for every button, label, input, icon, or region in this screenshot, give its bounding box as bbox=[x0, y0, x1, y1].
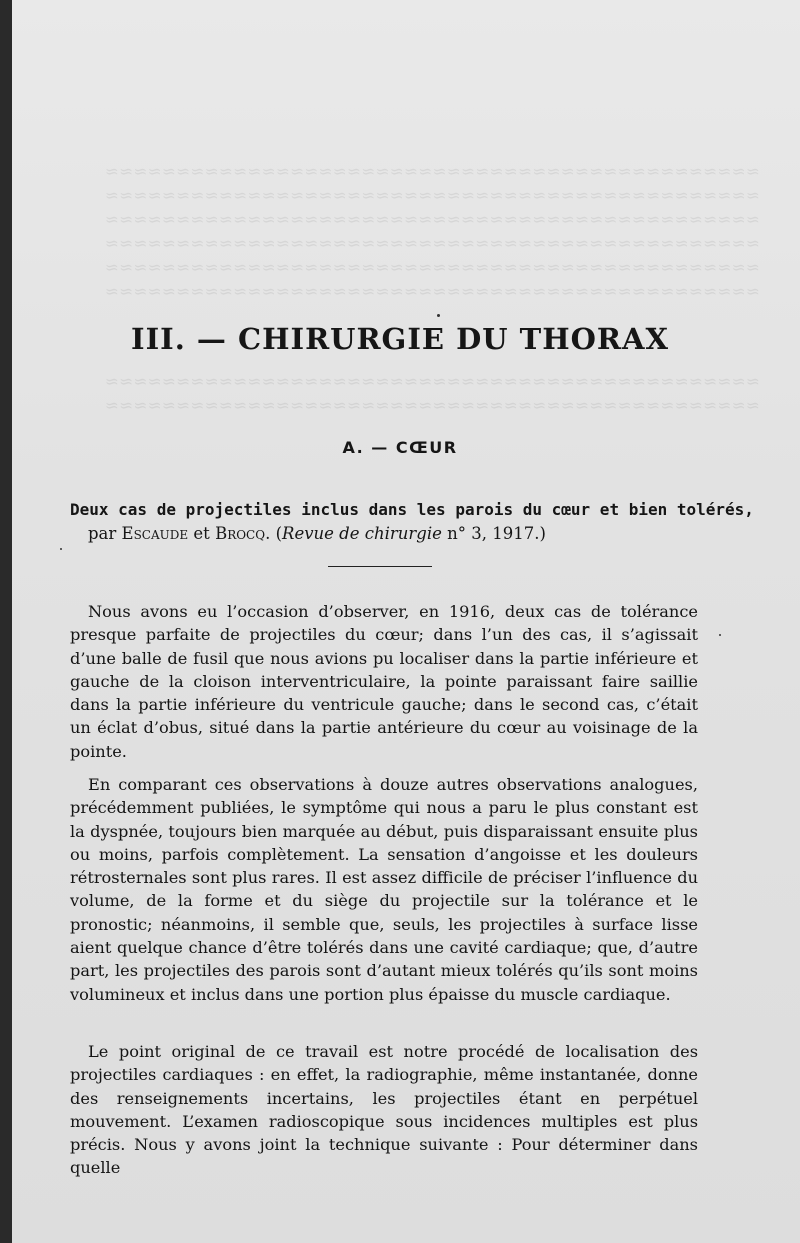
body-paragraph: En comparant ces observations à douze autres observations analogues, précédemment publiées, le symptôme qui nous a paru le plus constant est la dyspnée, toujours bien marquée au début, puis disparaissant ensuite plus ou moins, parfois complètement. La sensation d’angoisse et les douleurs rétrosternales sont plus rares. Il est assez difficile de préciser l’influence du volume, de la forme et du siège du projectile sur la tolérance et le pronostic; néanmoins, il semble que, seuls, les projectiles à surface lisse aient quelque chance d’être tolérés dans une cavité cardiaque; que, d’autre part, les projectiles des parois sont d’autant mieux tolérés qu’ils sont moins volumineux et inclus dans une portion plus épaisse du muscle cardiaque. bbox=[70, 775, 698, 1004]
author-name: Brocq. bbox=[215, 524, 271, 543]
body-paragraph: Le point original de ce travail est notre procédé de localisation des projectiles cardiaques : en effet, la radiographie, même instantanée, donne des renseignements incertains, les projectiles étant en perpétuel mouvement. L’examen radioscopique sous incidences multiples est plus précis. Nous y avons joint la technique suivante : Pour déterminer dans quelle bbox=[70, 1042, 698, 1178]
bleed-through: ≈≈≈≈≈≈≈≈≈≈≈≈≈≈≈≈≈≈≈≈≈≈≈≈≈≈≈≈≈≈≈≈≈≈≈≈≈≈≈≈≈≈≈≈≈≈ bbox=[104, 210, 760, 230]
scan-edge bbox=[0, 0, 12, 1243]
body-paragraph: Nous avons eu l’occasion d’observer, en 1916, deux cas de tolérance presque parfaite de projectiles du cœur; dans l’un des cas, il s’agissait d’une balle de fusil que nous avions pu localiser dans la partie inférieure et gauche de la cloison interventriculaire, la pointe paraissant faire saillie dans la partie inférieure du ventricule gauche; dans le second cas, c’était un éclat d’obus, situé dans la partie antérieure du cœur au voisinage de la pointe. bbox=[70, 602, 698, 761]
journal-name: Revue de chirurgie bbox=[282, 524, 442, 543]
author-name: Escaude bbox=[121, 524, 189, 543]
article-citation bbox=[88, 522, 708, 546]
bleed-through: ≈≈≈≈≈≈≈≈≈≈≈≈≈≈≈≈≈≈≈≈≈≈≈≈≈≈≈≈≈≈≈≈≈≈≈≈≈≈≈≈≈≈≈≈≈≈ bbox=[104, 162, 760, 182]
bleed-through: ≈≈≈≈≈≈≈≈≈≈≈≈≈≈≈≈≈≈≈≈≈≈≈≈≈≈≈≈≈≈≈≈≈≈≈≈≈≈≈≈≈≈≈≈≈≈ bbox=[104, 234, 760, 254]
journal-open-paren: ( bbox=[275, 524, 283, 543]
ink-speck bbox=[719, 634, 721, 636]
bleed-through: ≈≈≈≈≈≈≈≈≈≈≈≈≈≈≈≈≈≈≈≈≈≈≈≈≈≈≈≈≈≈≈≈≈≈≈≈≈≈≈≈≈≈≈≈≈≈ bbox=[104, 372, 760, 392]
citation-conjunction: et bbox=[193, 524, 210, 543]
ink-speck bbox=[437, 314, 440, 317]
subsection-title: A. — CŒUR bbox=[342, 438, 458, 457]
journal-issue: n° 3, 1917.) bbox=[447, 524, 546, 543]
bleed-through: ≈≈≈≈≈≈≈≈≈≈≈≈≈≈≈≈≈≈≈≈≈≈≈≈≈≈≈≈≈≈≈≈≈≈≈≈≈≈≈≈≈≈≈≈≈≈ bbox=[104, 258, 760, 278]
ink-speck bbox=[60, 548, 62, 550]
bleed-through: ≈≈≈≈≈≈≈≈≈≈≈≈≈≈≈≈≈≈≈≈≈≈≈≈≈≈≈≈≈≈≈≈≈≈≈≈≈≈≈≈≈≈≈≈≈≈ bbox=[104, 186, 760, 206]
bleed-through: ≈≈≈≈≈≈≈≈≈≈≈≈≈≈≈≈≈≈≈≈≈≈≈≈≈≈≈≈≈≈≈≈≈≈≈≈≈≈≈≈≈≈≈≈≈≈ bbox=[104, 282, 760, 302]
citation-prefix: par bbox=[88, 524, 117, 543]
article-title: Deux cas de projectiles inclus dans les parois du cœur et bien tolérés, bbox=[70, 500, 754, 519]
bleed-through: ≈≈≈≈≈≈≈≈≈≈≈≈≈≈≈≈≈≈≈≈≈≈≈≈≈≈≈≈≈≈≈≈≈≈≈≈≈≈≈≈≈≈≈≈≈≈ bbox=[104, 396, 760, 416]
section-title: III. — CHIRURGIE DU THORAX bbox=[131, 322, 669, 356]
separator-rule bbox=[328, 566, 432, 567]
